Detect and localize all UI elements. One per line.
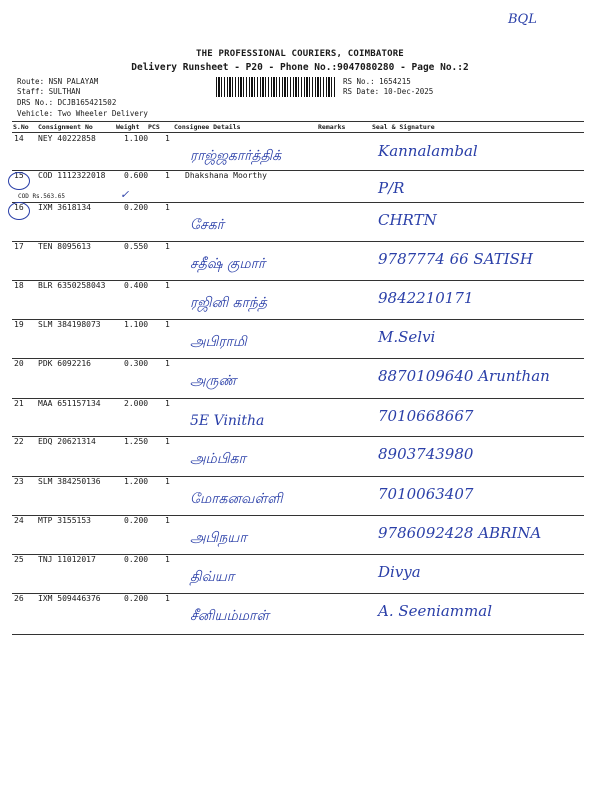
staff-label: Staff: SULTHAN	[17, 87, 81, 96]
col-pcs: PCS	[148, 123, 160, 131]
row-sno: 20	[14, 359, 24, 368]
row-sno: 18	[14, 281, 24, 290]
row-handwritten-name: ராஜ்ஜகார்த்திக்	[190, 148, 282, 164]
row-divider	[12, 554, 584, 555]
row-handwritten-signature: 9787774 66 SATISH	[378, 250, 534, 268]
row-sno: 26	[14, 594, 24, 603]
col-weight: Weight	[116, 123, 140, 131]
row-consignment: SLM 384198073	[38, 320, 101, 329]
row-handwritten-name: அருண்	[190, 373, 237, 389]
row-consignment: SLM 384250136	[38, 477, 101, 486]
row-weight: 0.200	[124, 203, 149, 212]
row-pcs: 1	[165, 477, 170, 486]
row-handwritten-signature: Kannalambal	[378, 142, 478, 160]
row-pcs: 1	[165, 594, 170, 603]
row-handwritten-name: சதீஷ் குமார்	[190, 256, 266, 272]
row-consignment: MAA 651157134	[38, 399, 101, 408]
header-divider	[12, 121, 584, 122]
row-weight: 1.250	[124, 437, 149, 446]
row-weight: 1.100	[124, 320, 149, 329]
row-consignment: BLR 6350258043	[38, 281, 106, 290]
row-weight: 0.200	[124, 516, 149, 525]
col-remarks: Remarks	[318, 123, 346, 131]
row-sno: 25	[14, 555, 24, 564]
company-title: THE PROFESSIONAL COURIERS, COIMBATORE	[196, 49, 404, 59]
row-handwritten-name: அம்பிகா	[190, 451, 246, 467]
row-consignment: MTP 3155153	[38, 516, 91, 525]
rs-number: RS No.: 1654215	[343, 77, 411, 86]
row-sno: 17	[14, 242, 24, 251]
row-weight: 0.200	[124, 555, 149, 564]
row-consignment: IXM 3618134	[38, 203, 91, 212]
runsheet-subtitle: Delivery Runsheet - P20 - Phone No.:9047080280 - Page No.:2	[131, 62, 469, 73]
row-divider	[12, 358, 584, 359]
row-weight: 0.550	[124, 242, 149, 251]
row-consignment: NEY 40222858	[38, 134, 96, 143]
row-sno: 16	[14, 203, 24, 212]
row-weight: 0.400	[124, 281, 149, 290]
row-consignee: Dhakshana Moorthy	[185, 171, 267, 180]
row-handwritten-name: அபிநயா	[190, 530, 247, 546]
col-consignment: Consignment No	[38, 123, 93, 131]
row-handwritten-signature: A. Seeniammal	[378, 602, 492, 620]
row-sno: 15	[14, 171, 24, 180]
row-pcs: 1	[165, 281, 170, 290]
barcode	[216, 77, 336, 97]
row-divider	[12, 202, 584, 203]
row-handwritten-signature: 7010668667	[378, 407, 474, 425]
row-handwritten-signature: M.Selvi	[378, 328, 436, 346]
row-handwritten-name: திவ்யா	[190, 569, 235, 585]
column-divider	[12, 132, 584, 133]
row-pcs: 1	[165, 320, 170, 329]
row-sno: 14	[14, 134, 24, 143]
row-handwritten-name: மோகனவள்ளி	[190, 491, 283, 507]
row-sno: 24	[14, 516, 24, 525]
row-weight: 1.100	[124, 134, 149, 143]
row-pcs: 1	[165, 516, 170, 525]
row-pcs: 1	[165, 437, 170, 446]
row-sno: 19	[14, 320, 24, 329]
drs-label: DRS No.: DCJB165421502	[17, 98, 117, 107]
handwritten-stamp-mark: BQL	[508, 12, 537, 27]
row-handwritten-signature: CHRTN	[378, 211, 437, 229]
row-pcs: 1	[165, 203, 170, 212]
col-seal: Seal & Signature	[372, 123, 435, 131]
col-consignee: Consignee Details	[174, 123, 241, 131]
row-consignment: COD 1112322018	[38, 171, 106, 180]
row-handwritten-signature: 9786092428 ABRINA	[378, 524, 542, 542]
row-handwritten-signature: P/R	[378, 179, 405, 197]
row-weight: 0.300	[124, 359, 149, 368]
circle-mark	[8, 202, 30, 220]
row-consignment: EDQ 20621314	[38, 437, 96, 446]
row-consignment: TNJ 11012017	[38, 555, 96, 564]
row-consignment: IXM 509446376	[38, 594, 101, 603]
row-pcs: 1	[165, 242, 170, 251]
row-sno: 23	[14, 477, 24, 486]
row-weight: 1.200	[124, 477, 149, 486]
circle-mark	[8, 172, 30, 190]
row-divider	[12, 436, 584, 437]
col-sno: S.No	[13, 123, 29, 131]
row-weight: 2.000	[124, 399, 149, 408]
row-pcs: 1	[165, 171, 170, 180]
row-handwritten-name: அபிராமி	[190, 334, 247, 350]
row-handwritten-name: 5E Vinitha	[190, 413, 265, 429]
row-pcs: 1	[165, 359, 170, 368]
row-handwritten-name: சேகர்	[190, 217, 224, 233]
row-handwritten-name: சீனியம்மாள்	[190, 608, 269, 624]
row-divider	[12, 634, 584, 635]
tick-mark: ✓	[120, 188, 130, 201]
row-handwritten-signature: 9842210171	[378, 289, 474, 307]
row-handwritten-signature: 8903743980	[378, 445, 474, 463]
row-pcs: 1	[165, 555, 170, 564]
row-pcs: 1	[165, 134, 170, 143]
row-divider	[12, 515, 584, 516]
row-sno: 21	[14, 399, 24, 408]
row-handwritten-signature: Divya	[378, 563, 421, 581]
row-handwritten-signature: 8870109640 Arunthan	[378, 367, 550, 385]
row-sno: 22	[14, 437, 24, 446]
row-consignment: PDK 6092216	[38, 359, 91, 368]
row-handwritten-name: ரஜினி காந்த்	[190, 295, 268, 311]
row-divider	[12, 241, 584, 242]
row-cod: COD Rs.563.65	[18, 193, 65, 200]
row-handwritten-signature: 7010063407	[378, 485, 474, 503]
row-pcs: 1	[165, 399, 170, 408]
vehicle-label: Vehicle: Two Wheeler Delivery	[17, 109, 148, 118]
rs-date: RS Date: 10-Dec-2025	[343, 87, 434, 96]
route-label: Route: NSN PALAYAM	[17, 77, 99, 86]
row-weight: 0.600	[124, 171, 149, 180]
row-weight: 0.200	[124, 594, 149, 603]
row-consignment: TEN 8095613	[38, 242, 91, 251]
